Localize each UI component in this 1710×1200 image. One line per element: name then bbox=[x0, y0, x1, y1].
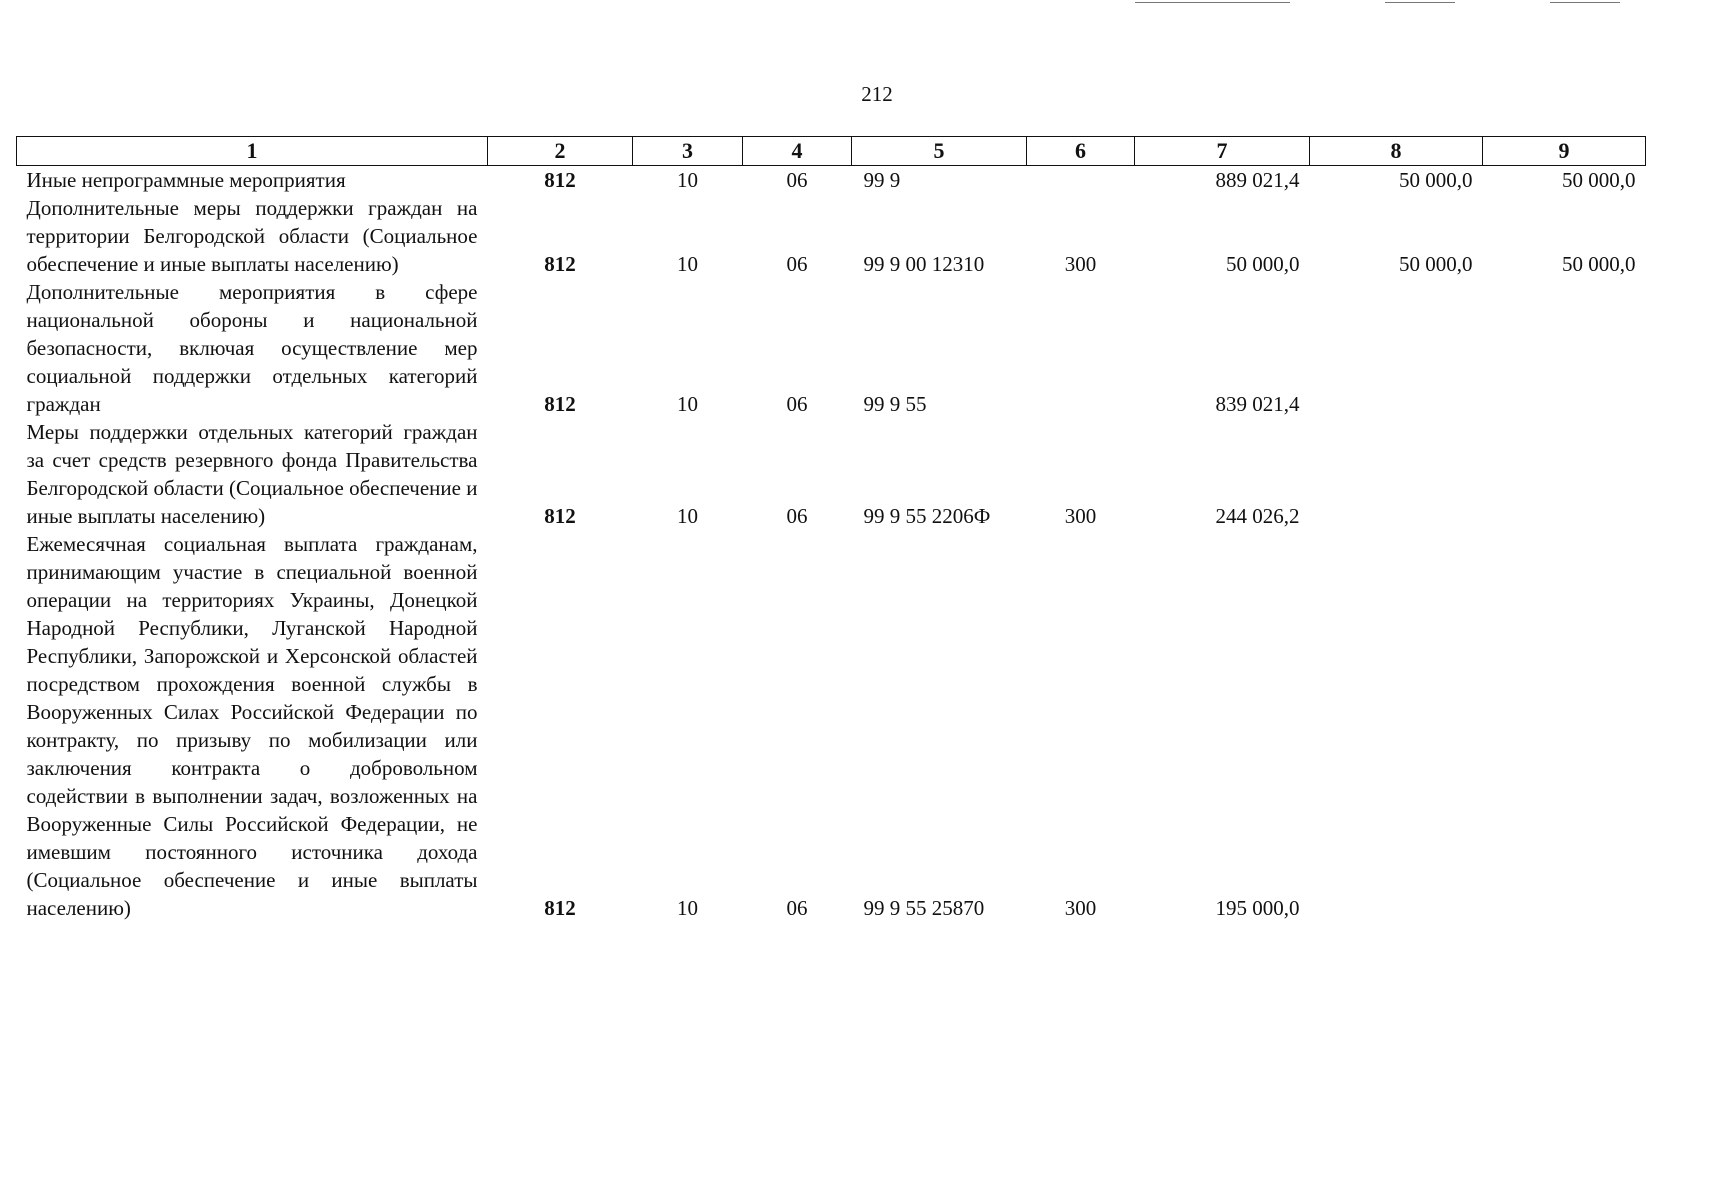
section-code: 10 bbox=[677, 168, 698, 192]
row-name: Дополнительные мероприятия в сфере национальной обороны и национальной безопасности, включая осуществление мер социальной поддержки отдельных категорий граждан bbox=[26, 280, 478, 416]
table-row bbox=[17, 278, 1646, 418]
target-article-code: 99 9 55 25870 bbox=[863, 896, 985, 920]
section-code: 10 bbox=[677, 252, 698, 276]
expense-kind-code bbox=[1027, 166, 1135, 195]
column-header: 5 bbox=[852, 137, 1027, 166]
amount-col7: 889 021,4 bbox=[1215, 168, 1300, 192]
subsection-code: 06 bbox=[786, 504, 808, 528]
amount-col8: 50 000,0 bbox=[1399, 168, 1473, 192]
admin-code: 812 bbox=[544, 168, 576, 192]
admin-code: 812 bbox=[544, 392, 576, 416]
amount-col9: 50 000,0 bbox=[1562, 252, 1636, 276]
row-name: Иные непрограммные мероприятия bbox=[26, 168, 346, 192]
row-name: Дополнительные меры поддержки граждан на территории Белгородской области (Социальное обеспечение и иные выплаты населению) bbox=[26, 196, 478, 276]
amount-col8 bbox=[1310, 278, 1483, 418]
amount-col8: 50 000,0 bbox=[1399, 252, 1473, 276]
expense-kind-code bbox=[1027, 278, 1135, 418]
target-article-code: 99 9 bbox=[863, 168, 901, 192]
section-code: 10 bbox=[677, 392, 698, 416]
budget-table-container bbox=[16, 136, 1645, 922]
target-article-code: 99 9 00 12310 bbox=[863, 252, 985, 276]
page-number: 212 bbox=[861, 82, 893, 106]
expense-kind-code: 300 bbox=[1064, 896, 1097, 920]
table-row bbox=[17, 418, 1646, 530]
expense-kind-code: 300 bbox=[1064, 504, 1097, 528]
amount-col7: 195 000,0 bbox=[1215, 896, 1300, 920]
amount-col9: 50 000,0 bbox=[1562, 168, 1636, 192]
target-article-code: 99 9 55 2206Ф bbox=[863, 504, 991, 528]
column-header: 8 bbox=[1310, 137, 1483, 166]
amount-col9 bbox=[1483, 278, 1646, 418]
amount-col7: 244 026,2 bbox=[1215, 504, 1300, 528]
target-article-code: 99 9 55 bbox=[863, 392, 927, 416]
amount-col8 bbox=[1310, 418, 1483, 530]
amount-col9 bbox=[1483, 530, 1646, 922]
amount-col7: 50 000,0 bbox=[1226, 252, 1300, 276]
expense-kind-code: 300 bbox=[1064, 252, 1097, 276]
column-header: 3 bbox=[633, 137, 743, 166]
table-row bbox=[17, 194, 1646, 278]
section-code: 10 bbox=[677, 504, 698, 528]
column-header: 7 bbox=[1135, 137, 1310, 166]
column-header: 1 bbox=[17, 137, 488, 166]
row-name: Меры поддержки отдельных категорий граждан за счет средств резервного фонда Правительства Белгородской области (Социальное обеспечение и иные выплаты населению) bbox=[26, 420, 478, 528]
budget-table bbox=[16, 136, 1646, 922]
scan-artifact-line bbox=[1135, 2, 1290, 3]
row-name: Ежемесячная социальная выплата гражданам, принимающим участие в специальной военной операции на территориях Украины, Донецкой Народной Республики, Луганской Народной Республики, Запорожской и Херсонской областей посредством прохождения военной службы в Вооруженных Силах Российской Федерации по контракту, по призыву по мобилизации или заключения контракта о добровольном содействии в выполнении задач, возложенных на Вооруженные Силы Российской Федерации, не имевшим постоянного источника дохода (Социальное обеспечение и иные выплаты населению) bbox=[26, 532, 478, 920]
admin-code: 812 bbox=[544, 252, 576, 276]
section-code: 10 bbox=[677, 896, 698, 920]
amount-col8 bbox=[1310, 530, 1483, 922]
column-header: 2 bbox=[488, 137, 633, 166]
scan-artifact-line bbox=[1550, 2, 1620, 3]
subsection-code: 06 bbox=[786, 168, 808, 192]
table-row bbox=[17, 530, 1646, 922]
column-header: 6 bbox=[1027, 137, 1135, 166]
subsection-code: 06 bbox=[786, 252, 808, 276]
table-row bbox=[17, 166, 1646, 195]
admin-code: 812 bbox=[544, 896, 576, 920]
column-header: 4 bbox=[743, 137, 852, 166]
table-header-row bbox=[17, 137, 1646, 166]
column-header: 9 bbox=[1483, 137, 1646, 166]
amount-col9 bbox=[1483, 418, 1646, 530]
subsection-code: 06 bbox=[786, 392, 808, 416]
scan-artifact-line bbox=[1385, 2, 1455, 3]
subsection-code: 06 bbox=[786, 896, 808, 920]
admin-code: 812 bbox=[544, 504, 576, 528]
amount-col7: 839 021,4 bbox=[1215, 392, 1300, 416]
